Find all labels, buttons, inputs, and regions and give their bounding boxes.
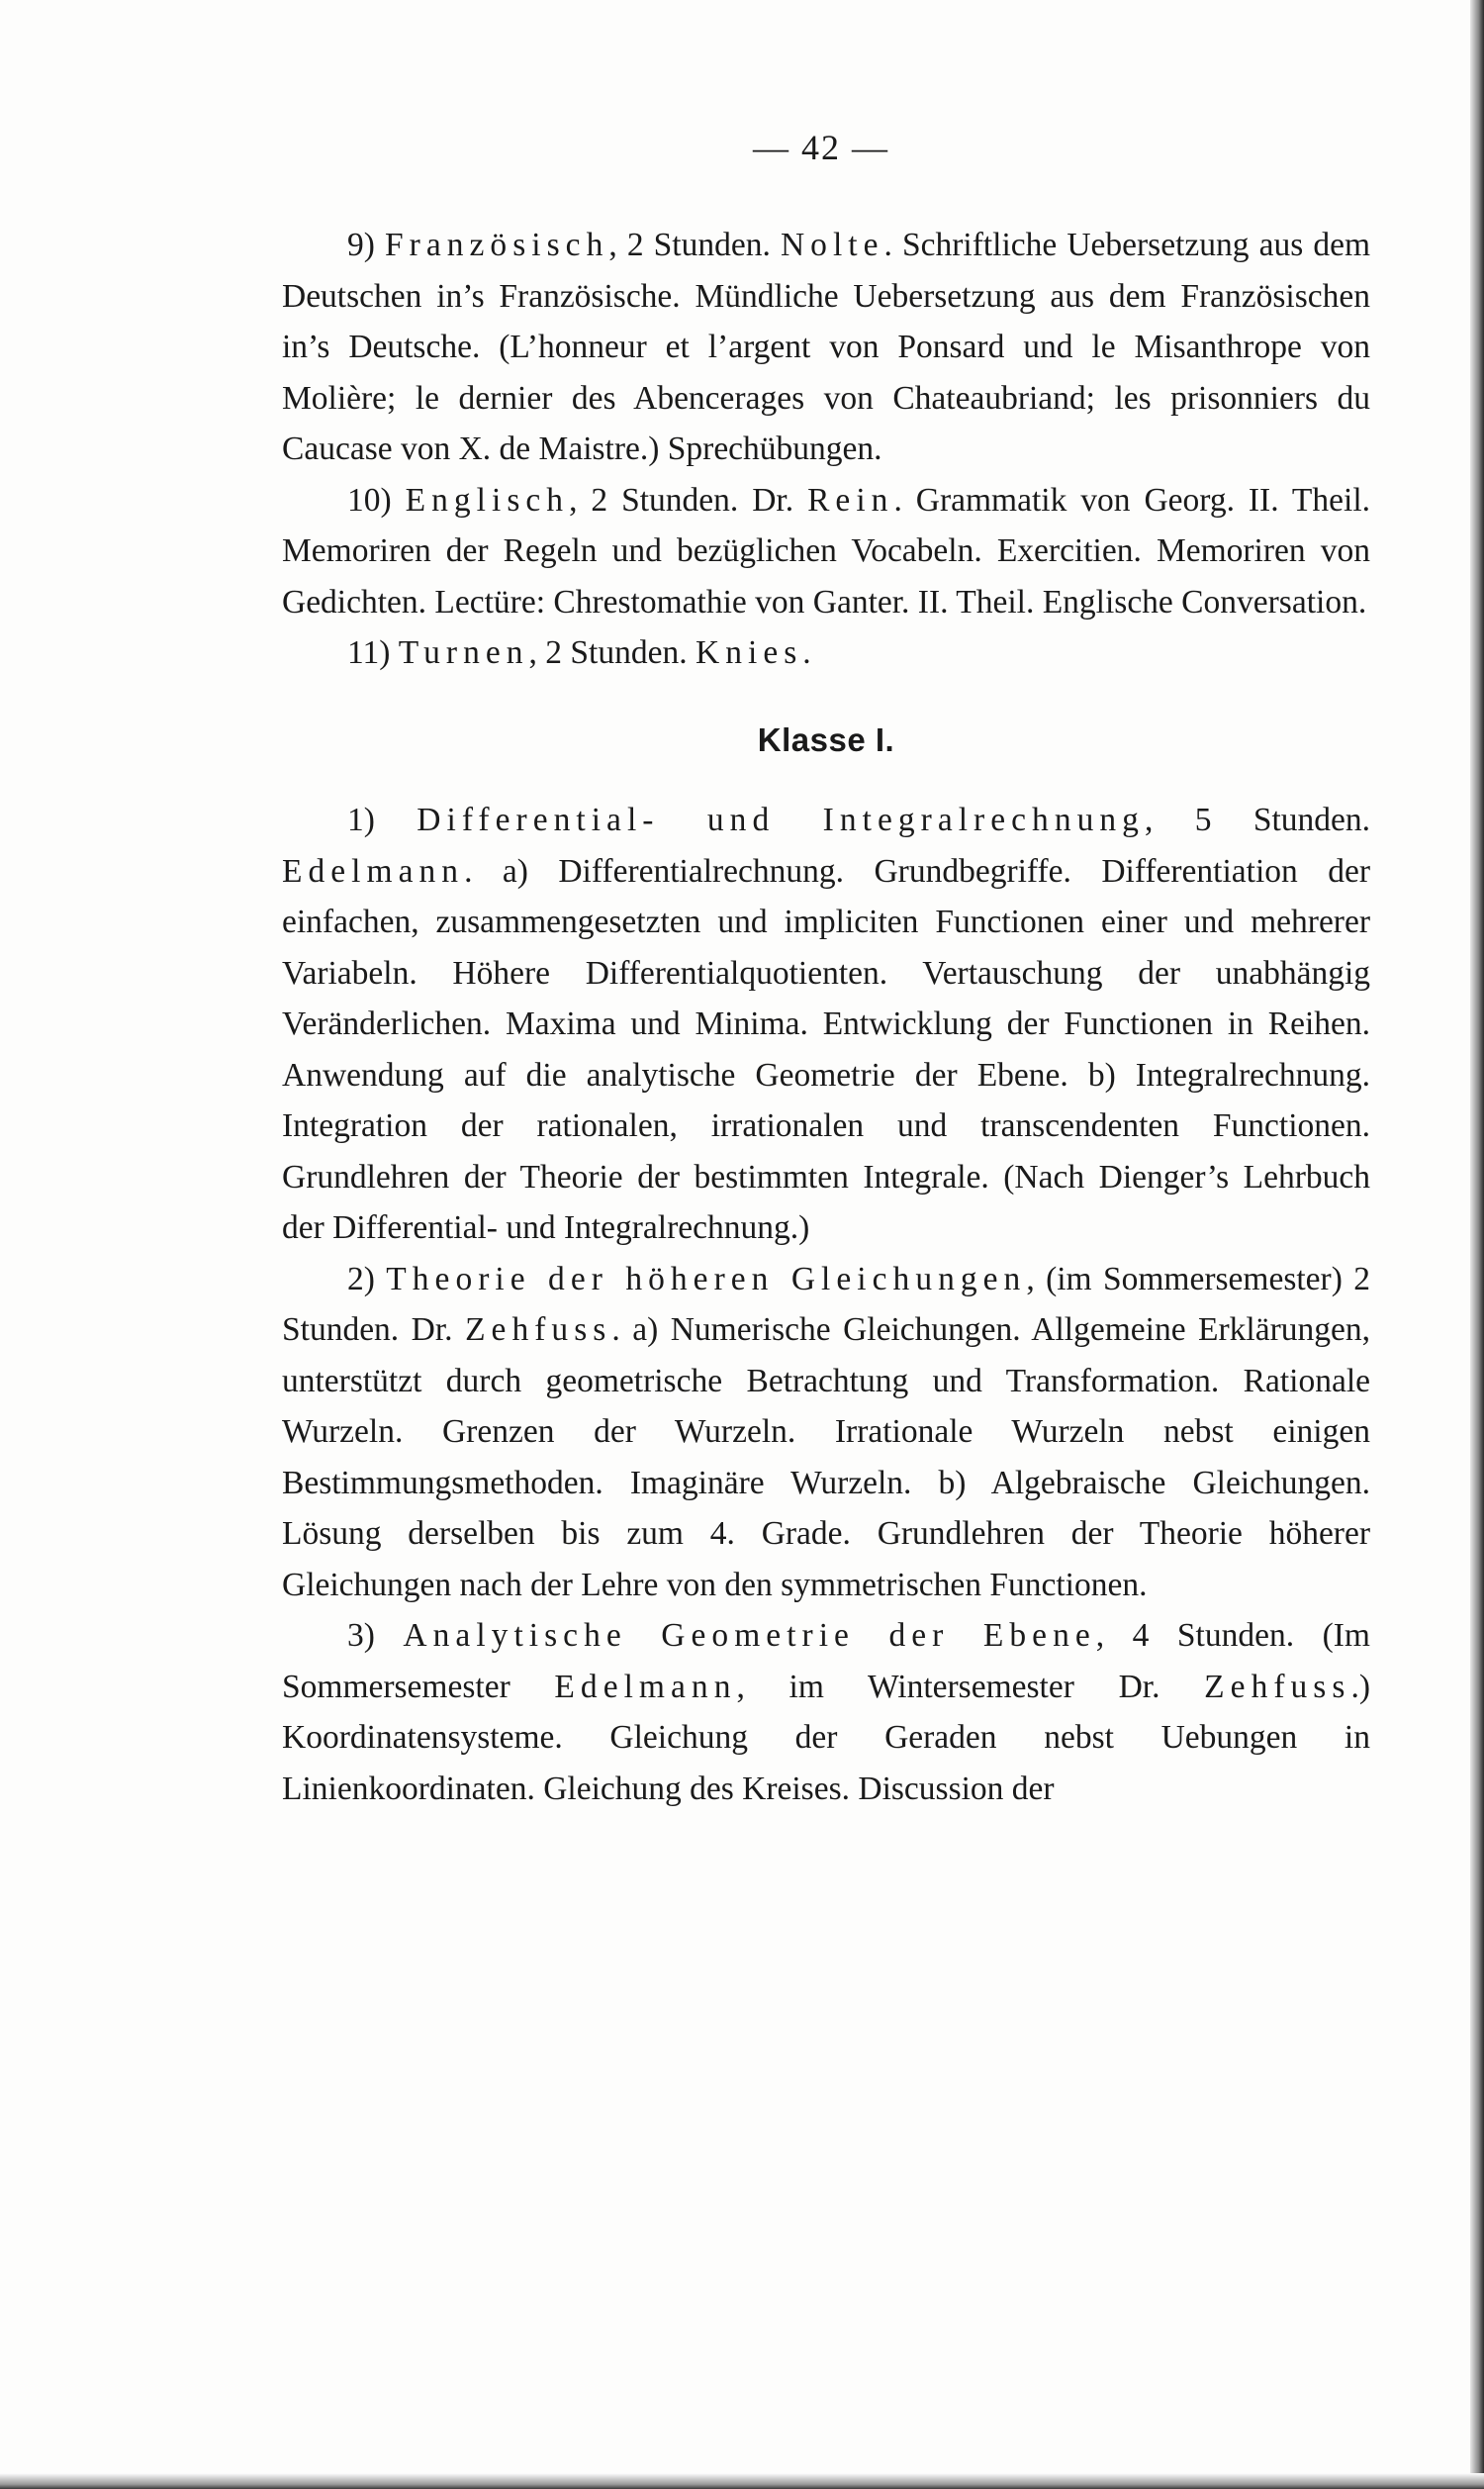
page-body: [282, 220, 1370, 1814]
teacher-name: Zehfuss: [465, 1311, 612, 1348]
paragraph-gleichungen: [282, 1254, 1370, 1611]
item-number: 1): [347, 802, 375, 838]
subject-hours: , 5 Stunden.: [1144, 802, 1371, 838]
paragraph-differential: [282, 795, 1370, 1254]
subject-title: Theorie der höheren Gleichungen: [386, 1260, 1027, 1297]
subject-description: . a) Numerische Gleichungen. Allgemeine Erklärungen, unterstützt durch geometrische Betrachtung und Transformation. Rationale Wurzeln. Grenzen der Wurzeln. Irrationale Wurzeln nebst einigen Bestimmungsmethoden. Imaginäre Wurzeln. b) Algebraische Gleichungen. Lösung derselben bis zum 4. Grade. Grundlehren der Theorie höherer Gleichungen nach der Lehre von den symmetrischen Functionen.: [282, 1311, 1371, 1603]
item-number: 2): [347, 1260, 375, 1297]
subject-hours: , 2 Stunden.: [608, 227, 781, 263]
subject-title: Französisch: [385, 227, 609, 263]
subject-description: . Schriftliche Uebersetzung aus dem Deutschen in’s Französische. Mündliche Uebersetzung aus dem Französischen in’s Deutsche. (L’honneur et l’argent von Ponsard und le Misanthrope von Molière; le dernier des Abencerages von Chateaubriand; les prisonniers du Caucase von X. de Maistre.) Sprechübungen.: [282, 227, 1371, 467]
subject-description: . Grammatik von Georg. II. Theil. Memoriren der Regeln und bezüglichen Vocabeln. Exercitien. Memoriren von Gedichten. Lectüre: Chrestomathie von Ganter. II. Theil. Englische Conversation.: [282, 481, 1371, 621]
item-number: 9): [347, 227, 375, 263]
subject-description: .: [802, 634, 811, 671]
book-spine-shadow: [1470, 0, 1484, 2489]
subject-title: Differential- und Integralrechnung: [417, 802, 1145, 838]
page-number: — 42 —: [753, 128, 889, 167]
subject-hours: , 4 Stunden. (Im Sommersemester: [282, 1617, 1370, 1705]
item-number: 3): [347, 1617, 375, 1654]
subject-hours: , (im Sommersemester) 2 Stunden. Dr.: [282, 1260, 1370, 1348]
paragraph-franzoesisch: [282, 220, 1370, 475]
teacher-name: Edelmann: [554, 1668, 737, 1705]
subject-description: .) Koordinatensysteme. Gleichung der Geraden nebst Uebungen in Linienkoordinaten. Gleichung des Kreises. Discussion der: [282, 1668, 1370, 1807]
subject-title: Turnen: [398, 634, 529, 671]
teacher-name: Knies: [695, 634, 803, 671]
teacher-name: Rein: [807, 481, 894, 519]
item-number: 10): [347, 481, 392, 519]
teacher-name-second: Zehfuss: [1204, 1668, 1351, 1705]
subject-title: Englisch: [405, 481, 570, 519]
subject-description: . a) Differentialrechnung. Grundbegriffe. Differentiation der einfachen, zusammengesetzten und impliciten Functionen einer und mehrerer Variabeln. Höhere Differentialquotienten. Vertauschung der unabhängig Veränderlichen. Maxima und Minima. Entwicklung der Functionen in Reihen. Anwendung auf die analytische Geometrie der Ebene. b) Integralrechnung. Integration der rationalen, irrationalen und transcendenten Functionen. Grundlehren der Theorie der bestimmten Integrale. (Nach Dienger’s Lehrbuch der Differential- und Integralrechnung.): [282, 852, 1370, 1246]
paragraph-turnen: [282, 627, 1370, 679]
subject-hours-continued: , im Wintersemester Dr.: [736, 1668, 1205, 1705]
paragraph-englisch: [282, 475, 1370, 628]
subject-hours: , 2 Stunden.: [528, 634, 696, 671]
subject-hours: , 2 Stunden. Dr.: [569, 481, 808, 519]
paragraph-geometrie: [282, 1610, 1370, 1814]
teacher-name: Nolte: [780, 227, 884, 263]
class-heading: Klasse I.: [757, 720, 895, 758]
item-number: 11): [347, 634, 391, 671]
page-bottom-edge: [0, 2473, 1484, 2489]
subject-title: Analytische Geometrie der Ebene: [403, 1617, 1096, 1654]
teacher-name: Edelmann: [282, 852, 465, 890]
